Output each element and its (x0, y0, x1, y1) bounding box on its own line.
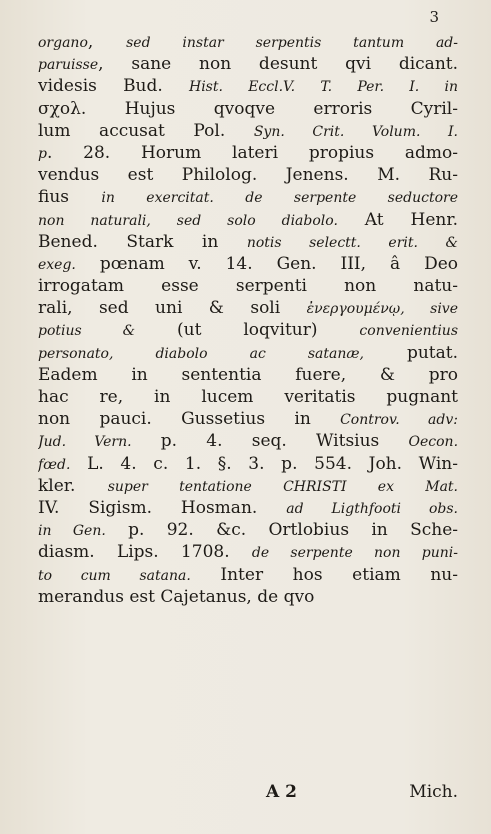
text-line (38, 53, 458, 75)
text-line (38, 475, 458, 497)
text-line (38, 209, 458, 231)
text-line (38, 586, 458, 608)
roman-text: diasm. Lips. 1708. (38, 542, 252, 563)
italic-text: in exercitat. de serpente seductore (101, 190, 458, 207)
text-line (38, 386, 458, 408)
roman-text: Inter hos etiam nu- (190, 564, 458, 585)
roman-text: p. 92. &c. Ortlobius in Sche- (105, 520, 458, 541)
roman-text: (ut loqvitur) (135, 320, 360, 341)
italic-text: ad Ligthfooti obs. (286, 500, 458, 517)
text-line (38, 275, 458, 297)
roman-text: σχολ. Hujus qvoqve erroris Cyril- (38, 98, 458, 119)
italic-text: paruisse (38, 57, 99, 74)
text-line (38, 164, 458, 186)
text-line (38, 519, 458, 541)
page-number: 3 (429, 8, 439, 26)
roman-text: non pauci. Gussetius in (38, 409, 341, 430)
text-line (38, 497, 458, 519)
italic-text: Oecon. (408, 434, 458, 451)
italic-text: in Gen. (38, 523, 106, 540)
italic-text: sed instar serpentis tantum ad- (126, 35, 458, 51)
italic-text: potius & (38, 323, 136, 340)
catchword: Mich. (409, 782, 458, 802)
italic-text: personato, diabolo ac satanæ, (38, 345, 364, 362)
italic-text: Syn. Crit. Volum. I. (253, 123, 458, 140)
text-line (38, 408, 458, 430)
text-line (38, 430, 458, 452)
text-line (38, 319, 458, 341)
roman-text: irrogatam esse serpenti non natu- (38, 276, 458, 297)
roman-text: Eadem in sententia fuere, & pro (38, 364, 458, 385)
text-line (38, 342, 458, 364)
text-line (38, 142, 458, 164)
roman-text: At Henr. (337, 209, 458, 230)
roman-text: vendus est Philolog. Jenens. M. Ru- (38, 165, 458, 186)
text-line (38, 253, 458, 275)
roman-text: pœnam v. 14. Gen. III, â Deo (75, 253, 458, 274)
italic-text: de serpente non puni- (251, 545, 458, 562)
roman-text: L. 4. c. 1. §. 3. p. 554. Joh. Win- (70, 453, 458, 474)
roman-text: fius (38, 187, 102, 208)
roman-text: , (87, 32, 127, 52)
roman-text: , sane non desunt qvi dicant. (98, 54, 458, 75)
italic-text: Jud. Vern. (38, 434, 132, 451)
roman-text: videsis Bud. (38, 76, 189, 97)
text-line (38, 231, 458, 253)
text-line (38, 297, 458, 319)
italic-text: convenientius (359, 323, 458, 340)
italic-text: super tentatione CHRISTI ex Mat. (107, 478, 458, 495)
roman-text: merandus est Cajetanus, de qvo (38, 586, 315, 607)
text-line (38, 75, 458, 97)
roman-text: Bened. Stark in (38, 231, 247, 252)
italic-text: to cum satana. (38, 567, 191, 584)
italic-text: exeg. (38, 256, 76, 273)
text-line (38, 186, 458, 208)
text-line (38, 98, 458, 120)
italic-text: notis selectt. erit. & (246, 234, 458, 251)
text-line (38, 364, 458, 386)
text-line (38, 31, 458, 53)
text-line (38, 453, 458, 475)
roman-text: p. 4. seq. Witsius (131, 431, 409, 452)
roman-text: lum accusat Pol. (38, 120, 254, 141)
body-text (38, 31, 458, 608)
roman-text: putat. (363, 342, 458, 363)
roman-text: IV. Sigism. Hosman. (38, 497, 287, 518)
italic-text: non naturali, sed solo diabolo. (38, 212, 338, 229)
text-line (38, 541, 458, 563)
text-line (38, 564, 458, 586)
italic-text: fœd. (38, 456, 71, 473)
text-line (38, 120, 458, 142)
roman-text: . 28. Horum lateri propius admo- (46, 142, 458, 163)
signature-mark: A 2 (266, 782, 297, 802)
italic-text: p (38, 145, 47, 162)
roman-text: kler. (38, 475, 108, 496)
italic-text: ἐνεργουμένῳ, sive (306, 301, 458, 318)
italic-text: organo (38, 35, 88, 51)
italic-text: Controv. adv: (340, 412, 458, 429)
italic-text: Hist. Eccl.V. T. Per. I. in (189, 79, 458, 96)
page-footer (38, 780, 458, 804)
roman-text: rali, sed uni & soli (38, 298, 307, 319)
roman-text: hac re, in lucem veritatis pugnant (38, 387, 458, 407)
